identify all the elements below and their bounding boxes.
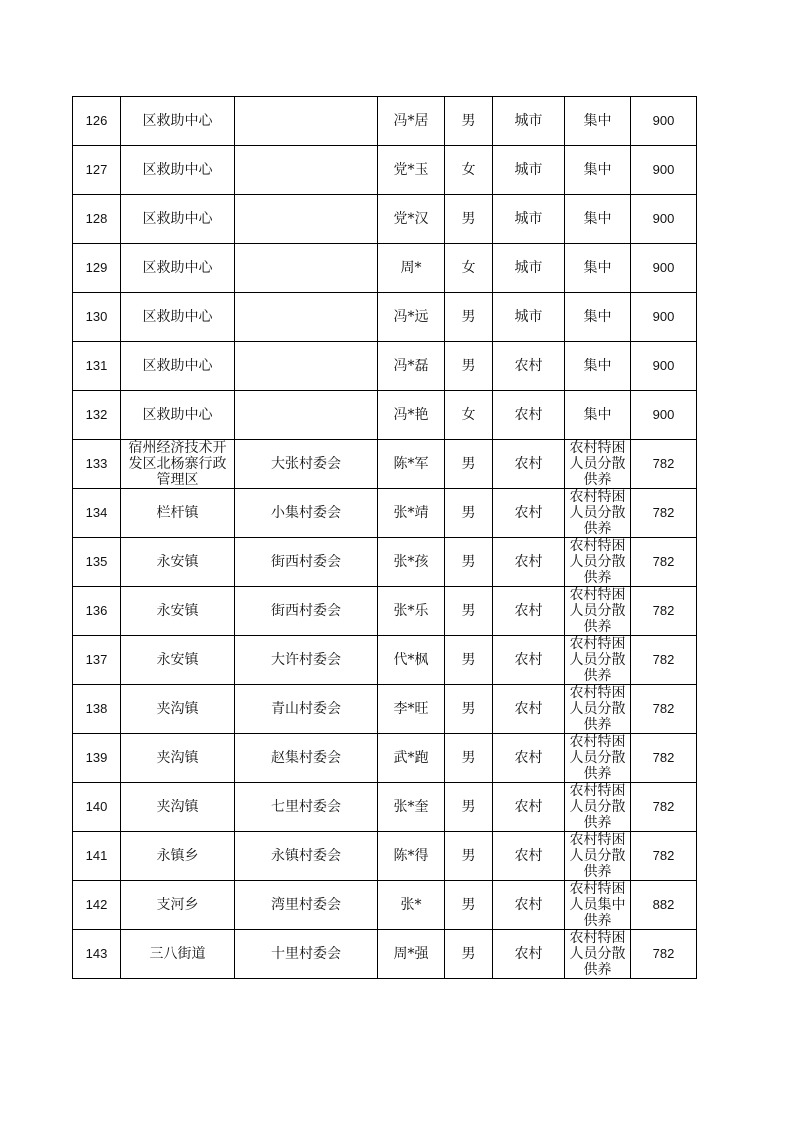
- village-cell: 大张村委会: [235, 440, 378, 489]
- recipient-name-cell: 冯*远: [378, 293, 445, 342]
- table-row: [73, 489, 697, 538]
- residence-cell: 农村: [493, 489, 565, 538]
- recipient-name-cell: 周*: [378, 244, 445, 293]
- town-cell-text: 永镇乡: [156, 848, 199, 864]
- town-cell-text: 栏杆镇: [156, 505, 199, 521]
- town-cell: [121, 293, 235, 342]
- residence-cell: 城市: [493, 97, 565, 146]
- table-row: [73, 685, 697, 734]
- row-number: 135: [73, 538, 121, 587]
- amount-cell: 782: [631, 636, 697, 685]
- row-number: 136: [73, 587, 121, 636]
- recipient-name-cell: 冯*居: [378, 97, 445, 146]
- residence-cell: 城市: [493, 195, 565, 244]
- support-type-cell: [565, 636, 631, 685]
- gender-cell: 女: [445, 391, 493, 440]
- table-row: [73, 587, 697, 636]
- gender-cell: 男: [445, 587, 493, 636]
- row-number: 133: [73, 440, 121, 489]
- support-type-cell-text: 农村特困人员集中供养: [569, 881, 626, 929]
- support-type-cell: [565, 685, 631, 734]
- amount-cell: 782: [631, 930, 697, 979]
- support-type-cell-text: 农村特困人员分散供养: [569, 636, 626, 684]
- residence-cell: 城市: [493, 293, 565, 342]
- amount-cell: 782: [631, 587, 697, 636]
- residence-cell: 农村: [493, 832, 565, 881]
- village-cell: 街西村委会: [235, 587, 378, 636]
- amount-cell: 900: [631, 244, 697, 293]
- recipient-name-cell: 冯*艳: [378, 391, 445, 440]
- support-type-cell: [565, 930, 631, 979]
- recipient-name-cell: 张*乐: [378, 587, 445, 636]
- village-cell: [235, 195, 378, 244]
- recipient-name-cell: 张*靖: [378, 489, 445, 538]
- table-row: [73, 195, 697, 244]
- residence-cell: 农村: [493, 538, 565, 587]
- amount-cell: 900: [631, 391, 697, 440]
- village-cell: [235, 342, 378, 391]
- amount-cell: 782: [631, 440, 697, 489]
- village-cell: 赵集村委会: [235, 734, 378, 783]
- town-cell: [121, 783, 235, 832]
- support-type-cell-text: 集中: [583, 162, 612, 178]
- town-cell-text: 永安镇: [156, 652, 199, 668]
- town-cell: [121, 734, 235, 783]
- gender-cell: 男: [445, 489, 493, 538]
- town-cell-text: 支河乡: [156, 897, 199, 913]
- village-cell: [235, 293, 378, 342]
- amount-cell: 782: [631, 783, 697, 832]
- gender-cell: 男: [445, 636, 493, 685]
- town-cell: [121, 244, 235, 293]
- village-cell: 十里村委会: [235, 930, 378, 979]
- recipient-name-cell: 李*旺: [378, 685, 445, 734]
- town-cell: [121, 538, 235, 587]
- village-cell: [235, 391, 378, 440]
- gender-cell: 女: [445, 146, 493, 195]
- amount-cell: 782: [631, 685, 697, 734]
- support-type-cell: [565, 783, 631, 832]
- amount-cell: 782: [631, 734, 697, 783]
- table-row: [73, 244, 697, 293]
- support-type-cell: [565, 832, 631, 881]
- town-cell-text: 区救助中心: [142, 260, 213, 276]
- town-cell: [121, 195, 235, 244]
- town-cell-text: 永安镇: [156, 554, 199, 570]
- support-type-cell-text: 农村特困人员分散供养: [569, 734, 626, 782]
- support-type-cell: [565, 391, 631, 440]
- town-cell: [121, 832, 235, 881]
- village-cell: 青山村委会: [235, 685, 378, 734]
- gender-cell: 男: [445, 734, 493, 783]
- table-row: [73, 734, 697, 783]
- gender-cell: 男: [445, 440, 493, 489]
- table-row: [73, 930, 697, 979]
- gender-cell: 男: [445, 97, 493, 146]
- support-type-cell-text: 集中: [583, 211, 612, 227]
- recipient-name-cell: 武*跑: [378, 734, 445, 783]
- town-cell-text: 区救助中心: [142, 162, 213, 178]
- table-row: [73, 881, 697, 930]
- town-cell-text: 三八街道: [149, 946, 206, 962]
- village-cell: 大许村委会: [235, 636, 378, 685]
- town-cell: [121, 636, 235, 685]
- support-type-cell-text: 集中: [583, 407, 612, 423]
- recipient-name-cell: 冯*磊: [378, 342, 445, 391]
- amount-cell: 900: [631, 293, 697, 342]
- support-type-cell-text: 农村特困人员分散供养: [569, 489, 626, 537]
- recipient-name-cell: 张*孩: [378, 538, 445, 587]
- residence-cell: 农村: [493, 342, 565, 391]
- gender-cell: 男: [445, 832, 493, 881]
- town-cell: [121, 342, 235, 391]
- town-cell: [121, 391, 235, 440]
- support-type-cell: [565, 587, 631, 636]
- village-cell: [235, 146, 378, 195]
- row-number: 130: [73, 293, 121, 342]
- residence-cell: 农村: [493, 685, 565, 734]
- support-type-cell-text: 集中: [583, 309, 612, 325]
- recipient-name-cell: 党*玉: [378, 146, 445, 195]
- gender-cell: 男: [445, 930, 493, 979]
- support-type-cell-text: 农村特困人员分散供养: [569, 783, 626, 831]
- town-cell-text: 区救助中心: [142, 407, 213, 423]
- support-type-cell-text: 集中: [583, 113, 612, 129]
- village-cell: [235, 97, 378, 146]
- row-number: 128: [73, 195, 121, 244]
- table-row: [73, 832, 697, 881]
- amount-cell: 782: [631, 538, 697, 587]
- support-type-cell-text: 农村特困人员分散供养: [569, 587, 626, 635]
- residence-cell: 农村: [493, 783, 565, 832]
- support-type-cell-text: 农村特困人员分散供养: [569, 685, 626, 733]
- recipient-name-cell: 陈*得: [378, 832, 445, 881]
- amount-cell: 900: [631, 146, 697, 195]
- row-number: 138: [73, 685, 121, 734]
- town-cell: [121, 440, 235, 489]
- row-number: 134: [73, 489, 121, 538]
- town-cell: [121, 685, 235, 734]
- village-cell: 湾里村委会: [235, 881, 378, 930]
- support-type-cell: [565, 195, 631, 244]
- town-cell-text: 夹沟镇: [156, 750, 199, 766]
- amount-cell: 900: [631, 195, 697, 244]
- support-type-cell: [565, 342, 631, 391]
- village-cell: 街西村委会: [235, 538, 378, 587]
- village-cell: [235, 244, 378, 293]
- row-number: 129: [73, 244, 121, 293]
- support-type-cell: [565, 734, 631, 783]
- support-type-cell-text: 集中: [583, 260, 612, 276]
- town-cell-text: 区救助中心: [142, 309, 213, 325]
- town-cell-text: 宿州经济技术开发区北杨寨行政管理区: [128, 440, 227, 488]
- table-row: [73, 97, 697, 146]
- residence-cell: 农村: [493, 930, 565, 979]
- residence-cell: 农村: [493, 391, 565, 440]
- support-type-cell: [565, 440, 631, 489]
- amount-cell: 782: [631, 832, 697, 881]
- village-cell: 永镇村委会: [235, 832, 378, 881]
- residence-cell: 农村: [493, 636, 565, 685]
- gender-cell: 男: [445, 783, 493, 832]
- row-number: 127: [73, 146, 121, 195]
- recipient-name-cell: 党*汉: [378, 195, 445, 244]
- gender-cell: 男: [445, 538, 493, 587]
- support-type-cell: [565, 881, 631, 930]
- amount-cell: 882: [631, 881, 697, 930]
- amount-cell: 782: [631, 489, 697, 538]
- town-cell-text: 夹沟镇: [156, 799, 199, 815]
- town-cell: [121, 881, 235, 930]
- town-cell-text: 永安镇: [156, 603, 199, 619]
- table-row: [73, 783, 697, 832]
- residence-cell: 农村: [493, 440, 565, 489]
- town-cell: [121, 930, 235, 979]
- row-number: 143: [73, 930, 121, 979]
- table-row: [73, 440, 697, 489]
- support-type-cell-text: 集中: [583, 358, 612, 374]
- row-number: 142: [73, 881, 121, 930]
- amount-cell: 900: [631, 342, 697, 391]
- row-number: 140: [73, 783, 121, 832]
- gender-cell: 男: [445, 685, 493, 734]
- gender-cell: 男: [445, 881, 493, 930]
- town-cell-text: 区救助中心: [142, 358, 213, 374]
- residence-cell: 城市: [493, 146, 565, 195]
- support-type-cell: [565, 489, 631, 538]
- town-cell-text: 区救助中心: [142, 211, 213, 227]
- gender-cell: 男: [445, 293, 493, 342]
- row-number: 141: [73, 832, 121, 881]
- support-type-cell: [565, 146, 631, 195]
- support-type-cell: [565, 293, 631, 342]
- table-row: [73, 636, 697, 685]
- row-number: 137: [73, 636, 121, 685]
- support-type-cell: [565, 244, 631, 293]
- recipient-name-cell: 陈*军: [378, 440, 445, 489]
- support-type-cell-text: 农村特困人员分散供养: [569, 930, 626, 978]
- town-cell: [121, 97, 235, 146]
- village-cell: 七里村委会: [235, 783, 378, 832]
- row-number: 132: [73, 391, 121, 440]
- table-row: [73, 293, 697, 342]
- table-body: [73, 97, 697, 979]
- gender-cell: 女: [445, 244, 493, 293]
- recipient-name-cell: 代*枫: [378, 636, 445, 685]
- table-row: [73, 538, 697, 587]
- residence-cell: 农村: [493, 587, 565, 636]
- support-type-cell-text: 农村特困人员分散供养: [569, 538, 626, 586]
- recipient-name-cell: 张*: [378, 881, 445, 930]
- row-number: 139: [73, 734, 121, 783]
- relief-recipients-table: [72, 96, 697, 979]
- gender-cell: 男: [445, 342, 493, 391]
- support-type-cell-text: 农村特困人员分散供养: [569, 832, 626, 880]
- amount-cell: 900: [631, 97, 697, 146]
- table-row: [73, 342, 697, 391]
- town-cell-text: 区救助中心: [142, 113, 213, 129]
- table-row: [73, 146, 697, 195]
- recipient-name-cell: 张*奎: [378, 783, 445, 832]
- support-type-cell: [565, 538, 631, 587]
- residence-cell: 农村: [493, 734, 565, 783]
- recipient-name-cell: 周*强: [378, 930, 445, 979]
- village-cell: 小集村委会: [235, 489, 378, 538]
- gender-cell: 男: [445, 195, 493, 244]
- town-cell: [121, 587, 235, 636]
- residence-cell: 城市: [493, 244, 565, 293]
- row-number: 131: [73, 342, 121, 391]
- town-cell: [121, 146, 235, 195]
- residence-cell: 农村: [493, 881, 565, 930]
- support-type-cell: [565, 97, 631, 146]
- table-row: [73, 391, 697, 440]
- support-type-cell-text: 农村特困人员分散供养: [569, 440, 626, 488]
- town-cell-text: 夹沟镇: [156, 701, 199, 717]
- row-number: 126: [73, 97, 121, 146]
- town-cell: [121, 489, 235, 538]
